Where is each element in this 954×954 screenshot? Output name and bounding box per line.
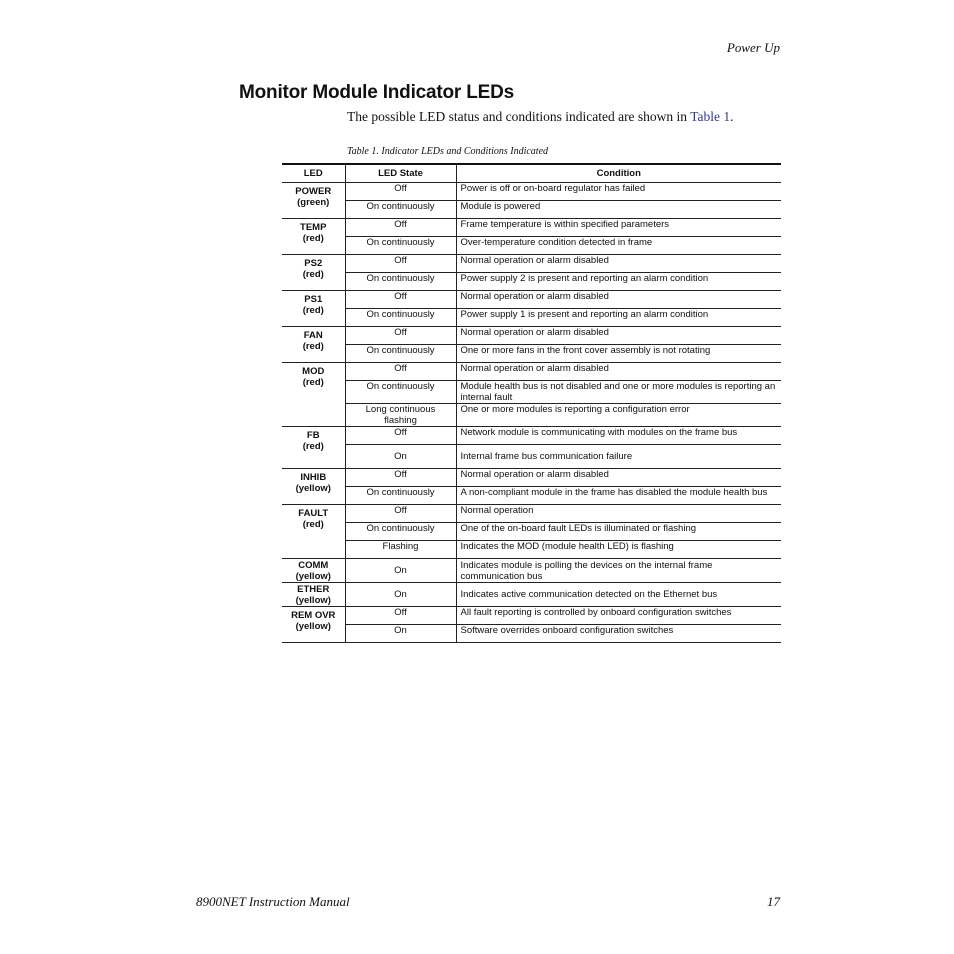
led-color: (red) xyxy=(302,233,324,244)
led-name: ETHER xyxy=(297,583,330,595)
table-row xyxy=(282,607,781,625)
led-name: FAN xyxy=(303,330,323,341)
led-name: FB xyxy=(306,430,320,441)
table-row xyxy=(282,201,781,219)
table-row xyxy=(282,345,781,363)
header-led: LED xyxy=(282,164,345,183)
led-color: (red) xyxy=(302,269,324,280)
intro-text: The possible LED status and conditions indicated are shown in xyxy=(347,109,691,124)
led-state-cell: Off xyxy=(345,255,456,273)
condition-cell: Over-temperature condition detected in frame xyxy=(456,237,781,255)
page-number: 17 xyxy=(767,894,780,909)
led-state-cell: On xyxy=(345,625,456,643)
led-state-cell: On continuously xyxy=(345,273,456,291)
led-state-cell: Off xyxy=(345,183,456,201)
condition-cell: One of the on-board fault LEDs is illuminated or flashing xyxy=(456,523,781,541)
led-name-cell xyxy=(282,219,345,255)
led-name-cell xyxy=(282,363,345,427)
led-name: MOD xyxy=(302,366,325,377)
led-color: (red) xyxy=(302,519,324,530)
led-state-cell: Off xyxy=(345,219,456,237)
led-state-cell: Off xyxy=(345,505,456,523)
header-led-state: LED State xyxy=(345,164,456,183)
condition-cell: All fault reporting is controlled by onboard configuration switches xyxy=(456,607,781,625)
intro-paragraph xyxy=(347,109,734,125)
table-row xyxy=(282,541,781,559)
table-row xyxy=(282,327,781,345)
led-name: FAULT xyxy=(298,508,329,519)
table-row xyxy=(282,273,781,291)
led-name: REM OVR xyxy=(291,610,336,621)
led-state-cell: Off xyxy=(345,363,456,381)
table-row xyxy=(282,183,781,201)
section-title: Monitor Module Indicator LEDs xyxy=(239,82,514,103)
condition-cell: Normal operation or alarm disabled xyxy=(456,327,781,345)
condition-cell: Power supply 1 is present and reporting an alarm condition xyxy=(456,309,781,327)
led-name: PS1 xyxy=(304,294,323,305)
led-color: (yellow) xyxy=(295,483,331,494)
led-name-cell xyxy=(282,559,345,583)
condition-cell: Normal operation or alarm disabled xyxy=(456,291,781,309)
condition-cell: Frame temperature is within specified parameters xyxy=(456,219,781,237)
led-table xyxy=(282,163,781,643)
led-name-cell xyxy=(282,327,345,363)
led-name-cell xyxy=(282,183,345,219)
condition-cell: Indicates active communication detected on the Ethernet bus xyxy=(456,583,781,607)
condition-cell: Module health bus is not disabled and one or more modules is reporting an internal fault xyxy=(456,381,781,404)
condition-cell: Normal operation or alarm disabled xyxy=(456,469,781,487)
led-name-cell xyxy=(282,583,345,607)
table-body xyxy=(282,183,781,643)
table-row xyxy=(282,363,781,381)
led-state-cell: On continuously xyxy=(345,201,456,219)
table-caption: Table 1. Indicator LEDs and Conditions Indicated xyxy=(347,146,549,157)
table-row xyxy=(282,381,781,404)
led-state-cell: Off xyxy=(345,427,456,445)
led-color: (green) xyxy=(297,197,330,208)
led-state-cell: Off xyxy=(345,291,456,309)
condition-cell: Normal operation xyxy=(456,505,781,523)
led-state-cell: On xyxy=(345,559,456,583)
condition-cell: Power is off or on-board regulator has failed xyxy=(456,183,781,201)
led-name-cell xyxy=(282,291,345,327)
led-state-cell: On continuously xyxy=(345,237,456,255)
led-state-cell: On continuously xyxy=(345,487,456,505)
condition-cell: Module is powered xyxy=(456,201,781,219)
running-head: Power Up xyxy=(726,40,780,55)
led-state-cell: On continuously xyxy=(345,345,456,363)
table-row xyxy=(282,404,781,427)
table-header-row xyxy=(282,164,781,183)
condition-cell: One or more fans in the front cover assembly is not rotating xyxy=(456,345,781,363)
led-color: (yellow) xyxy=(295,570,331,582)
led-color: (yellow) xyxy=(295,594,331,606)
led-state-cell: On xyxy=(345,445,456,469)
footer-manual-title: 8900NET Instruction Manual xyxy=(196,894,350,909)
table-row xyxy=(282,219,781,237)
led-name-cell xyxy=(282,255,345,291)
led-color: (red) xyxy=(302,305,324,316)
led-color: (red) xyxy=(302,341,324,352)
table-row xyxy=(282,523,781,541)
led-state-cell: On continuously xyxy=(345,523,456,541)
table-row xyxy=(282,583,781,607)
led-color: (red) xyxy=(302,441,324,452)
led-state-cell: Long continuous flashing xyxy=(345,404,456,427)
led-name: COMM xyxy=(298,559,329,571)
table-row xyxy=(282,445,781,469)
led-name: INHIB xyxy=(300,472,327,483)
table-row xyxy=(282,427,781,445)
led-state-cell: Off xyxy=(345,469,456,487)
condition-cell: Normal operation or alarm disabled xyxy=(456,363,781,381)
led-name-cell xyxy=(282,469,345,505)
table-row xyxy=(282,309,781,327)
led-name: POWER xyxy=(295,186,332,197)
led-state-cell: On continuously xyxy=(345,381,456,404)
header-condition: Condition xyxy=(456,164,781,183)
table-row xyxy=(282,625,781,643)
led-name-cell xyxy=(282,505,345,559)
condition-cell: Normal operation or alarm disabled xyxy=(456,255,781,273)
condition-cell: Indicates module is polling the devices on the internal frame communication bus xyxy=(456,559,781,583)
led-color: (red) xyxy=(302,377,324,388)
table-row xyxy=(282,469,781,487)
condition-cell: Software overrides onboard configuration switches xyxy=(456,625,781,643)
table-link[interactable]: Table 1 xyxy=(690,109,731,124)
led-name-cell xyxy=(282,607,345,643)
led-name: PS2 xyxy=(304,258,323,269)
led-name-cell xyxy=(282,427,345,469)
led-state-cell: Off xyxy=(345,607,456,625)
led-state-cell: Off xyxy=(345,327,456,345)
table-row xyxy=(282,237,781,255)
intro-end: . xyxy=(730,109,734,124)
table-row xyxy=(282,505,781,523)
condition-cell: Internal frame bus communication failure xyxy=(456,445,781,469)
condition-cell: Indicates the MOD (module health LED) is flashing xyxy=(456,541,781,559)
led-state-cell: Flashing xyxy=(345,541,456,559)
condition-cell: Power supply 2 is present and reporting an alarm condition xyxy=(456,273,781,291)
led-name: TEMP xyxy=(300,222,327,233)
table-row xyxy=(282,255,781,273)
condition-cell: One or more modules is reporting a configuration error xyxy=(456,404,781,427)
table-row xyxy=(282,487,781,505)
table-row xyxy=(282,291,781,309)
led-color: (yellow) xyxy=(295,621,331,632)
condition-cell: Network module is communicating with modules on the frame bus xyxy=(456,427,781,445)
condition-cell: A non-compliant module in the frame has disabled the module health bus xyxy=(456,487,781,505)
table-row xyxy=(282,559,781,583)
led-state-cell: On xyxy=(345,583,456,607)
led-state-cell: On continuously xyxy=(345,309,456,327)
